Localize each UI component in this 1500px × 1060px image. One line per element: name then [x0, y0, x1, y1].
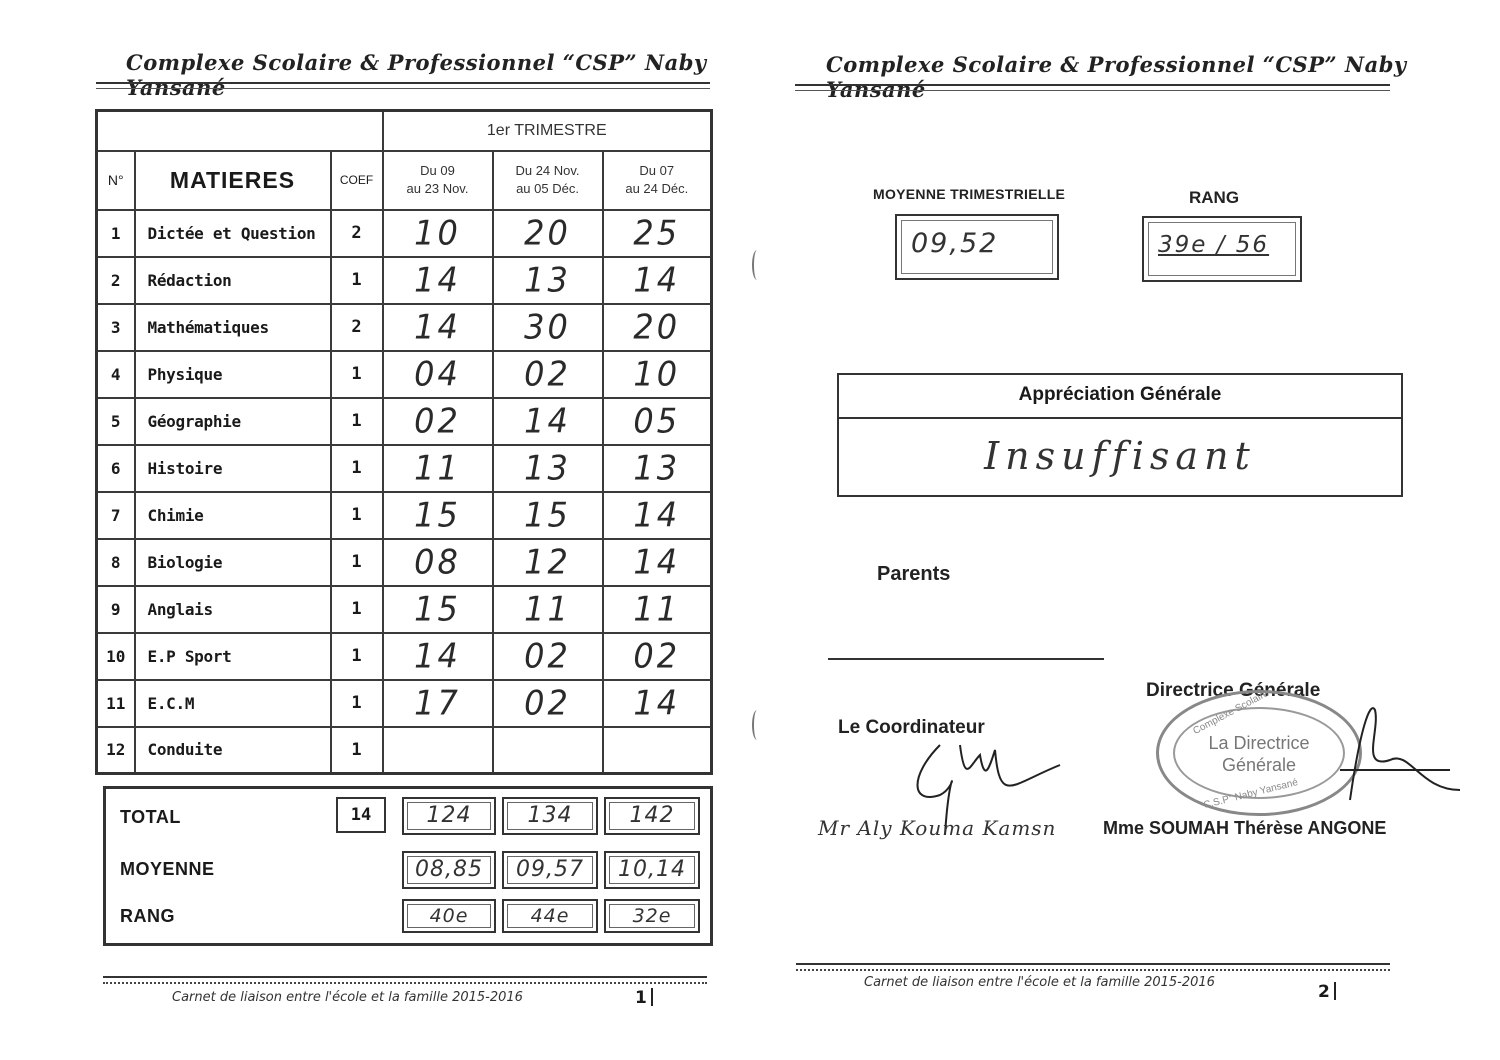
row-grade-period-2 — [493, 445, 603, 492]
row-number: 5 — [97, 398, 135, 445]
handwritten-grade: 14 — [414, 307, 461, 347]
col-header-period-1 — [383, 151, 493, 210]
table-row — [97, 727, 712, 774]
row-grade-period-1 — [383, 351, 493, 398]
row-subject: Chimie — [135, 492, 331, 539]
row-grade-period-3 — [603, 539, 712, 586]
handwritten-grade: 13 — [633, 448, 681, 488]
stamp-ring-top-text: Complexe Scolaire — [1191, 687, 1271, 738]
table-row — [97, 210, 712, 257]
row-grade-period-1 — [383, 398, 493, 445]
term-rank-box — [1142, 216, 1302, 282]
col-header-period-3 — [603, 151, 712, 210]
row-grade-period-1 — [383, 633, 493, 680]
handwritten-grade: 02 — [633, 636, 681, 676]
period-1-line1: Du 09 — [420, 163, 455, 178]
row-coef: 1 — [331, 398, 383, 445]
total-period-3-value: 142 — [609, 802, 695, 830]
total-period-3 — [604, 797, 700, 835]
table-row — [97, 398, 712, 445]
row-coef: 1 — [331, 633, 383, 680]
row-coef: 2 — [331, 304, 383, 351]
row-grade-period-2 — [493, 727, 603, 774]
row-number: 11 — [97, 680, 135, 727]
period-2-line1: Du 24 Nov. — [515, 163, 580, 178]
row-grade-period-1 — [383, 257, 493, 304]
grades-body — [97, 210, 712, 774]
header-rule-thin-2 — [795, 90, 1390, 91]
school-header: Complexe Scolaire & Professionnel “CSP” Naby Yansané — [126, 50, 707, 100]
header-rule-thin — [96, 88, 710, 89]
term-average-box — [895, 214, 1059, 280]
total-period-1-value: 124 — [407, 802, 491, 830]
row-number: 7 — [97, 492, 135, 539]
row-grade-period-1 — [383, 304, 493, 351]
row-subject: Géographie — [135, 398, 331, 445]
row-subject: Histoire — [135, 445, 331, 492]
rank-period-1 — [402, 899, 496, 933]
row-grade-period-2 — [493, 210, 603, 257]
row-grade-period-1 — [383, 586, 493, 633]
row-grade-period-3 — [603, 351, 712, 398]
row-subject: Mathématiques — [135, 304, 331, 351]
handwritten-grade: 08 — [414, 542, 461, 582]
period-3-line1: Du 07 — [639, 163, 675, 178]
parents-signature-line — [828, 658, 1104, 660]
row-subject: Conduite — [135, 727, 331, 774]
table-header-row — [97, 151, 712, 210]
handwritten-grade: 14 — [414, 636, 461, 676]
appreciation-label: Appréciation Générale — [839, 375, 1401, 419]
term-rank-label: RANG — [1189, 188, 1240, 207]
total-period-2 — [502, 797, 598, 835]
director-signature — [1330, 690, 1470, 820]
col-header-no: N° — [97, 151, 135, 210]
row-grade-period-1 — [383, 445, 493, 492]
row-grade-period-3 — [603, 398, 712, 445]
col-header-period-2 — [493, 151, 603, 210]
handwritten-grade: 20 — [633, 307, 681, 347]
row-subject: E.P Sport — [135, 633, 331, 680]
row-grade-period-3 — [603, 210, 712, 257]
row-number: 1 — [97, 210, 135, 257]
row-grade-period-1 — [383, 210, 493, 257]
row-coef: 2 — [331, 210, 383, 257]
page-number — [635, 988, 653, 1008]
handwritten-grade: 11 — [414, 448, 461, 488]
row-grade-period-3 — [603, 492, 712, 539]
trimester-header: 1er TRIMESTRE — [383, 111, 712, 151]
table-row — [97, 586, 712, 633]
row-subject: Physique — [135, 351, 331, 398]
average-period-1 — [402, 851, 496, 889]
row-coef: 1 — [331, 445, 383, 492]
page-number-value: 1 — [635, 988, 647, 1008]
row-number: 6 — [97, 445, 135, 492]
handwritten-grade: 15 — [414, 495, 461, 535]
row-subject: Rédaction — [135, 257, 331, 304]
footer-rule-2 — [796, 963, 1390, 965]
table-row — [97, 351, 712, 398]
row-grade-period-2 — [493, 539, 603, 586]
table-row — [97, 539, 712, 586]
term-average-label: MOYENNE TRIMESTRIELLE — [873, 186, 1066, 202]
table-row — [97, 492, 712, 539]
footer-rule — [103, 976, 707, 978]
handwritten-grade: 11 — [524, 589, 571, 629]
handwritten-grade: 14 — [633, 495, 681, 535]
period-3-line2: au 24 Déc. — [625, 181, 689, 196]
summary-box — [103, 786, 713, 946]
row-coef: 1 — [331, 680, 383, 727]
handwritten-grade: 10 — [633, 354, 681, 394]
total-coef: 14 — [336, 797, 386, 833]
school-header-2: Complexe Scolaire & Professionnel “CSP” Naby Yansané — [826, 52, 1407, 102]
row-grade-period-1 — [383, 727, 493, 774]
row-grade-period-2 — [493, 680, 603, 727]
parents-label: Parents — [877, 563, 951, 585]
row-number: 4 — [97, 351, 135, 398]
appreciation-box — [837, 373, 1403, 497]
stamp-line-2: Générale — [1221, 755, 1297, 775]
period-1-line2: au 23 Nov. — [406, 181, 469, 196]
average-label: MOYENNE — [120, 859, 215, 879]
total-label: TOTAL — [120, 807, 181, 827]
row-grade-period-3 — [603, 445, 712, 492]
page-number-2 — [1318, 982, 1336, 1002]
handwritten-grade: 02 — [414, 401, 461, 441]
table-row — [97, 680, 712, 727]
rank-period-2 — [502, 899, 598, 933]
row-number: 2 — [97, 257, 135, 304]
coordinator-label: Le Coordinateur — [838, 717, 985, 738]
handwritten-grade: 10 — [414, 213, 461, 253]
stamp-ring-bottom-text: “C.S.P” Naby Yansané — [1199, 777, 1300, 812]
row-grade-period-2 — [493, 398, 603, 445]
handwritten-grade: 14 — [633, 260, 681, 300]
term-average-value: 09,52 — [911, 228, 999, 259]
page-right — [750, 0, 1500, 1060]
average-period-1-value: 08,85 — [407, 856, 491, 884]
table-row — [97, 257, 712, 304]
handwritten-grade: 14 — [633, 683, 681, 723]
average-period-2 — [502, 851, 598, 889]
row-coef: 1 — [331, 539, 383, 586]
row-grade-period-2 — [493, 304, 603, 351]
row-grade-period-3 — [603, 633, 712, 680]
handwritten-grade: 15 — [414, 589, 461, 629]
period-2-line2: au 05 Déc. — [516, 181, 579, 196]
table-row — [97, 304, 712, 351]
table-row — [97, 445, 712, 492]
rank-period-3 — [604, 899, 700, 933]
row-subject: E.C.M — [135, 680, 331, 727]
page-number-2-bar — [1334, 982, 1336, 1000]
row-grade-period-3 — [603, 304, 712, 351]
row-grade-period-2 — [493, 586, 603, 633]
footer-text-2: Carnet de liaison entre l'école et la famille 2015-2016 — [864, 975, 1215, 990]
row-coef: 1 — [331, 586, 383, 633]
page-number-bar — [651, 988, 653, 1006]
rank-label: RANG — [120, 906, 175, 926]
director-label: Directrice Générale — [1146, 680, 1321, 701]
handwritten-grade: 13 — [524, 260, 571, 300]
handwritten-grade: 14 — [633, 542, 681, 582]
handwritten-grade: 05 — [633, 401, 681, 441]
row-coef: 1 — [331, 492, 383, 539]
row-grade-period-3 — [603, 257, 712, 304]
stamp-line-1: La Directrice — [1208, 733, 1310, 753]
coordinator-name: Mr Aly Kouma Kamsn — [818, 816, 1057, 840]
handwritten-grade: 25 — [633, 213, 681, 253]
handwritten-grade: 14 — [524, 401, 571, 441]
row-coef: 1 — [331, 351, 383, 398]
footer-rule-dotted — [103, 982, 707, 984]
total-period-2-value: 134 — [507, 802, 593, 830]
row-number: 9 — [97, 586, 135, 633]
grades-table — [95, 109, 713, 775]
total-period-1 — [402, 797, 496, 835]
appreciation-value: Insuffisant — [984, 434, 1256, 478]
rank-period-3-value: 32e — [609, 904, 695, 928]
handwritten-grade: 12 — [524, 542, 571, 582]
header-rule-2 — [795, 84, 1390, 86]
row-number: 8 — [97, 539, 135, 586]
average-period-3 — [604, 851, 700, 889]
row-subject: Dictée et Question — [135, 210, 331, 257]
page-number-2-value: 2 — [1318, 982, 1330, 1002]
row-grade-period-1 — [383, 680, 493, 727]
row-grade-period-2 — [493, 257, 603, 304]
header-rule — [96, 82, 710, 84]
row-grade-period-2 — [493, 492, 603, 539]
table-corner — [97, 111, 383, 151]
row-coef: 1 — [331, 727, 383, 774]
row-subject: Anglais — [135, 586, 331, 633]
row-grade-period-3 — [603, 680, 712, 727]
col-header-coef: COEF — [331, 151, 383, 210]
handwritten-grade: 30 — [524, 307, 571, 347]
rank-period-1-value: 40e — [407, 904, 491, 928]
row-grade-period-2 — [493, 351, 603, 398]
handwritten-grade: 02 — [524, 683, 571, 723]
row-grade-period-2 — [493, 633, 603, 680]
row-number: 10 — [97, 633, 135, 680]
row-number: 3 — [97, 304, 135, 351]
col-header-subjects: MATIERES — [135, 151, 331, 210]
handwritten-grade: 20 — [524, 213, 571, 253]
handwritten-grade: 15 — [524, 495, 571, 535]
term-rank-value: 39e / 56 — [1158, 232, 1270, 258]
handwritten-grade: 02 — [524, 636, 571, 676]
rank-period-2-value: 44e — [507, 904, 593, 928]
table-row — [97, 633, 712, 680]
row-grade-period-3 — [603, 586, 712, 633]
handwritten-grade: 17 — [414, 683, 461, 723]
average-period-2-value: 09,57 — [507, 856, 593, 884]
handwritten-grade: 02 — [524, 354, 571, 394]
handwritten-grade: 04 — [414, 354, 461, 394]
row-coef: 1 — [331, 257, 383, 304]
average-period-3-value: 10,14 — [609, 856, 695, 884]
footer-text: Carnet de liaison entre l'école et la famille 2015-2016 — [172, 990, 523, 1005]
row-grade-period-3 — [603, 727, 712, 774]
row-number: 12 — [97, 727, 135, 774]
handwritten-grade: 11 — [633, 589, 681, 629]
handwritten-grade: 13 — [524, 448, 571, 488]
row-subject: Biologie — [135, 539, 331, 586]
row-grade-period-1 — [383, 539, 493, 586]
handwritten-grade: 14 — [414, 260, 461, 300]
footer-rule-dotted-2 — [796, 969, 1390, 971]
director-name: Mme SOUMAH Thérèse ANGONE — [1103, 818, 1387, 838]
row-grade-period-1 — [383, 492, 493, 539]
